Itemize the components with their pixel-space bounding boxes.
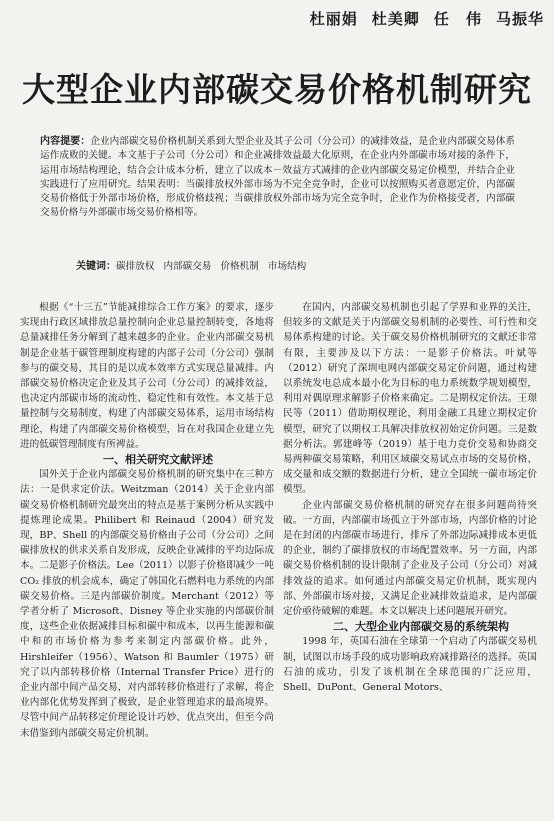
abstract [40, 135, 515, 221]
abstract-label: 内容提要： [40, 136, 91, 147]
keywords [76, 257, 516, 272]
author-name: 杜丽娟 [309, 10, 358, 28]
right-column [283, 300, 537, 695]
author-list [296, 8, 544, 29]
section-heading: 一、相关研究文献评述 [103, 453, 213, 467]
author-name: 杜美卿 [371, 10, 420, 28]
page-fade [283, 780, 554, 821]
body-paragraph: 根据《“十三五”节能减排综合工作方案》的要求，逐步实现由行政区域排放总量控制向企业总量控制转变，各地将总量减排任务分解到了越来越多的企业。企业内部碳交易机制是企业基于碳管理制度构建的内部子公司（分公司）强制参与的碳交易，其目的是以成本效率方式实现总量减排。内部碳交易价格决定企业及其子公司（分公司）的减排效益，也决定内部碳市场的流动性、稳定性和有效性。本文基于总量控制与交易制度，构建了内部碳交易体系，运用市场结构理论，构建了内部碳交易价格模型，旨在对我国企业建立先进的低碳管理制度有所裨益。 [20, 302, 274, 450]
paper-title: 大型企业内部碳交易价格机制研究 [22, 70, 532, 109]
keywords-label: 关键词： [76, 261, 116, 272]
keyword: 内部碳交易 [163, 261, 212, 272]
keyword: 碳排放权 [116, 261, 155, 272]
section-heading: 二、大型企业内部碳交易的系统架构 [333, 620, 509, 634]
body-paragraph: 1998 年，英国石油在全球第一个启动了内部碳交易机制，试图以市场手段的成功影响政府减排路径的选择。英国石油的成功，引发了该机制在全球范围的广泛应用，Shell、DuPont、General Motors、 [283, 636, 537, 694]
body-paragraph: 在国内，内部碳交易机制也引起了学界和业界的关注，但较多的文献是关于内部碳交易机制的必要性、可行性和交易体系构建的讨论。关于碳交易价格机制研究的文献还非常有限，主要涉及以下方法：一是影子价格法。叶斌等（2012）研究了深圳电网内部碳交易定价问题，通过构建以系统发电总成本最小化为目标的电力系统数学规划模型，利用对偶原理求解影子价格来确定。二是期权定价法。王璟民等（2011）借助期权理论，利用金融工具建立期权定价模型，研究了以期权工具解决排放权初始定价问题。三是数据分析法。郭建峰等（2019）基于电力竞价交易和协商交易两种碳交易策略，利用区域碳交易试点市场的交易价格、成交量和成交额的数据进行分析，建立全国统一碳市场定价模型。 [283, 302, 537, 496]
left-column [20, 300, 274, 741]
keyword: 价格机制 [220, 261, 259, 272]
keyword: 市场结构 [267, 261, 307, 272]
author-name: 马振华 [495, 10, 544, 28]
abstract-text: 企业内部碳交易价格机制关系到大型企业及其子公司（分公司）的减排效益，是企业内部碳交易体系运作成败的关键。本文基于子公司（分公司）和企业减排效益最大化原则，在企业内外部碳市场对接的条件下，运用市场结构理论，结合会计成本分析，建立了以成本－效益方式减排的企业内部碳交易定价模型，并结合企业实践进行了应用研究。结果表明：当碳排放权外部市场为不完全竞争时，企业可以按照购买者意愿定价，内部碳交易价格低于外部市场价格，形成价格歧视；当碳排放权外部市场为完全竞争时，企业作为价格接受者，内部碳交易价格与外部碳市场交易价格相等。 [40, 136, 516, 219]
author-name: 任 伟 [433, 10, 482, 28]
body-paragraph: 国外关于企业内部碳交易价格机制的研究集中在三种方法：一是供求定价法。Weitzman（2014）关于企业内部碳交易价格机制研究最突出的特点是基于案例分析从实践中提炼理论成果。Philibert 和 Reinaud（2004）研究发现，BP、Shell 的内部碳交易价格由子公司（分公司）之间碳排放权的供求关系自发形成，反映企业减排的平均边际成本。二是影子价格法。Lee（2011）以影子价格即减少一吨 CO₂ 排放的机会成本，确定了韩国化石燃料电力系统的内部碳交易价格。三是内部碳价制度。Merchant（2012）等学者分析了 Microsoft、Disney 等企业实施的内部碳价制度，这些企业依据减排目标和碳中和成本，以再生能源和碳中和的市场价格为参考来制定内部碳价格。此外，Hirshleifer（1956）、Watson 和 Baumler（1975）研究了以内部转移价格（Internal Transfer Price）进行的企业内部中间产品交易，对内部转移价格进行了求解，将企业内部化优势发挥到了极致，是企业管理追求的最高境界。尽管中间产品转移定价理论设计巧妙、优点突出，但至今尚未借鉴到内部碳交易定价机制。 [20, 469, 274, 739]
body-paragraph: 企业内部碳交易价格机制的研究存在很多问题尚待突破。一方面，内部碳市场孤立于外部市场，内部价格的讨论是在封闭的内部碳市场进行，排斥了外部边际减排成本更低的企业，制约了碳排放权的市场配置效率。另一方面，内部碳交易价格机制的设计限制了企业及子公司（分公司）对减排效益的追求。如何通过内部碳交易定价机制，既实现内部、外部碳市场对接，又满足企业减排效益追求，是内部碳定价亟待破解的难题。本文以解决上述问题展开研究。 [283, 499, 537, 618]
